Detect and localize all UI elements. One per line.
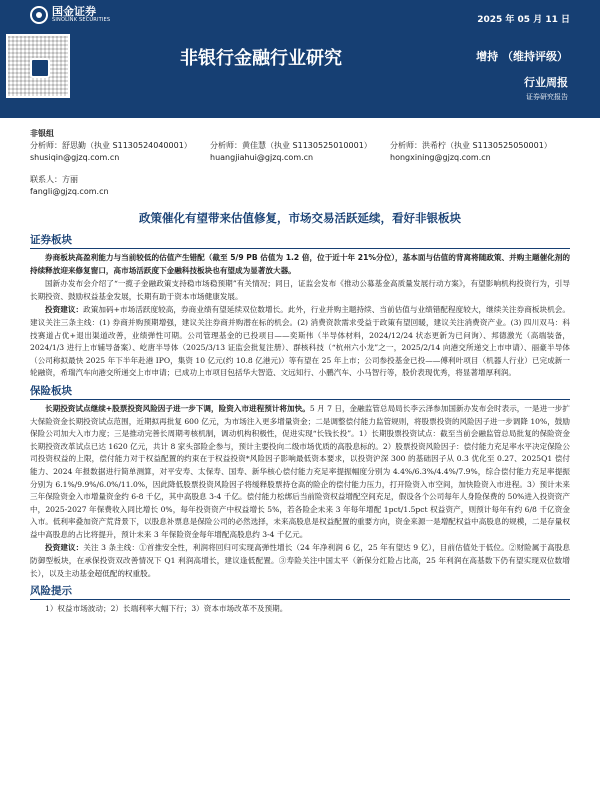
securities-summary bbox=[30, 252, 570, 277]
report-title: 非银行金融行业研究 bbox=[180, 48, 342, 69]
analyst-1 bbox=[30, 140, 210, 164]
logo-cn: 国金证券 bbox=[52, 5, 96, 18]
report-type: 证券研究报告 bbox=[526, 93, 568, 101]
qr-code-icon bbox=[6, 34, 70, 98]
rating-label: 增持 （维持评级） bbox=[476, 50, 568, 63]
analyst-line: 分析师：舒思勤（执业 S1130524040001） bbox=[30, 141, 192, 150]
advice-label: 投资建议： bbox=[45, 543, 84, 553]
insurance-analysis bbox=[30, 403, 570, 542]
logo-icon bbox=[30, 6, 48, 24]
sector-label: 非银组 bbox=[30, 129, 54, 138]
report-date: 2025 年 05 月 11 日 bbox=[477, 15, 570, 25]
advice-label: 投资建议： bbox=[45, 305, 84, 315]
section-title-risk: 风险提示 bbox=[30, 583, 570, 600]
analyst-line: 分析师：黄佳慧（执业 S1130525010001） bbox=[210, 141, 372, 150]
report-headline: 政策催化有望带来估值修复，市场交易活跃延续，看好非银板块 bbox=[139, 211, 461, 225]
analyst-line: 分析师：洪希柠（执业 S1130525050001） bbox=[390, 141, 552, 150]
analyst-email: huangjiahui@gjzq.com.cn bbox=[210, 153, 314, 162]
securities-summary-text: 券商板块高盈利能力与当前较低的估值产生错配（截至 5/9 PB 估值为 1.2 倍，位于近十年 21%分位），基本面与估值的背离将随政策、并购主题催化剂的持续释放迎来修复窗口，高市场活跃度下金融科技板块也有望成为显著放大器。 bbox=[30, 253, 570, 275]
risk-text: 1）权益市场波动；2）长端利率大幅下行；3）资本市场改革不及预期。 bbox=[45, 604, 288, 614]
contact-name: 联系人：方丽 bbox=[30, 175, 78, 184]
brand-logo bbox=[30, 6, 110, 24]
report-header bbox=[0, 0, 600, 118]
insurance-advice bbox=[30, 542, 570, 580]
section-title-securities: 证券板块 bbox=[30, 232, 570, 249]
report-kind: 行业周报 bbox=[524, 76, 568, 89]
insurance-analysis-text: 5 月 7 日，金融监管总局局长李云泽参加国新办发布会时表示，一是进一步扩大保险资金长期投资试点范围，近期拟再批复 600 亿元，为市场注入更多增量资金；二是调整偿付能力监管规则，将股票投资的风险因子进一步调降 10%，鼓励保险公司加大入市力度；三是推动完善长周期考核机制，调动机构积极性，促进实现“长钱长投”。1）长期股票投资试点：截至当前会融监管总局批复的保险资金长期投资改革试点已达 1620 亿元，共计 8 家头部险企参与，预计主要投向二级市场优质的高股息标的。2）股票投资风险因子：偿付能力充足率水平决定保险公司投资权益的上限，偿付能力对于权益配置的约束在于权益投资*风险因子影响最低资本要求，以投资沪深 300 的基础因子从 0.3 优化至 0.27、2025Q1 偿付能力、2024 年报数据进行简单测算，对平安寿、太保寿、国寿、新华核心偿付能力充足率提振幅度分别为 4.4%/6.3%/4.4%/7.9%，综合偿付能力充足率提振分别为 6.1%/9.9%/6.0%/11.0%，因此降低股票投资风险因子将缓释股票持仓高的险企的偿付能力压力，打开险资入市空间，加快险资入市进程。3）预计未来三年保险资金入市增量资金约 6-8 千亿，其中高股息 3-4 千亿。偿付能力松绑后当前险资权益增配空间充足，假设各个公司每年人身险保费的 50%进入投资资产中，2025-2027 年保费收入同比增长 0%，每年投资资产中权益增长 5%，若各险企未来 3 年每年增配 1pct/1.5pct 权益资产，则预计每年有约 6/8 千亿资金入市。低利率叠加资产荒背景下，以股息补票息是保险公司的必然选择，未来高股息是权益配置的重要方向，资金来源一是增配权益中高股息的规模，二是存量权益中高股息的占比将提升，预计未来 3 年保险资金每年增配高股息约 3-4 千亿元。 bbox=[30, 403, 570, 539]
analyst-email: hongxining@gjzq.com.cn bbox=[390, 153, 491, 162]
analyst-block bbox=[30, 128, 570, 198]
contact-email: fangli@gjzq.com.cn bbox=[30, 187, 109, 196]
securities-policy: 国新办发布会介绍了“一揽子金融政策支持稳市场稳预期”有关情况；同日，证监会发布《推动公募基金高质量发展行动方案》，有望影响机构投资行为，引导长期投资、鼓励权益基金发展，长期有助于资本市场健康发展。 bbox=[30, 279, 570, 301]
logo-en: SINOLINK SECURITIES bbox=[52, 17, 111, 23]
analyst-3 bbox=[390, 140, 570, 164]
analyst-email: shusiqin@gjzq.com.cn bbox=[30, 153, 120, 162]
securities-advice-text: 政策加码+市场活跃度较高，券商业绩有望延续双位数增长。此外，行业并购主题持续、当前估值与业绩错配程度较大，继续关注券商板块机会。建议关注三条主线：(1) 券商并购预期增强，建议关注券商并购潜在标的机会。(2) 消费资款需求受益于政策有望回暖，建议关注消费资产业。(3) 四川双马：科技赛道占优+退出渠道改善，业绩弹性可期。公司管理基金的已投项目——奕斯伟（半导体材料，2024/12/24 状态更新为已问询）、邦德激光（高端装备，2024/1/3 进行上市辅导备案）、屹唐半导体（2025/3/13 证监会批复注册）、群核科技（“杭州六小龙”之一，2025/2/14 向港交所递交上市申请）、丽豪半导体（公司称拟最快 2025 年下半年赴港 IPO，集资 10 亿元(约 10.8 亿港元)）等有望在 25 年上市；公司参投基金已投——傅利叶项目（机器人行业）已完成新一轮融资，希瑞汽车向港交所递交上市申请；已成功上市项目包括华大智造、文远知行、小鹏汽车、小马智行等，股价表现优秀，将显著增厚利润。 bbox=[30, 305, 571, 378]
analyst-2 bbox=[210, 140, 390, 164]
insurance-lead: 长期投资试点继续+股票投资风险因子进一步下调，险资入市进程预计将加快。 bbox=[45, 403, 310, 413]
contact-block bbox=[30, 174, 570, 198]
insurance-advice-text: 关注 3 条主线：①首推安全性，利润将回归可实现高弹性增长（24 年净利润 6 亿，25 年有望达 9 亿），目前估值处于低位。②财险属于高股息防御型板块，在承保投资双改善情况下 Q1 利润高增长，建议逢低配置。③寿险关注中国太平（新保分红险占比高，25 年利润在高基数下仍有望实现双位数增长），以及主动基金超低配的权重股。 bbox=[30, 543, 571, 578]
section-title-insurance: 保险板块 bbox=[30, 383, 570, 400]
report-body bbox=[30, 232, 570, 617]
securities-advice bbox=[30, 304, 570, 380]
